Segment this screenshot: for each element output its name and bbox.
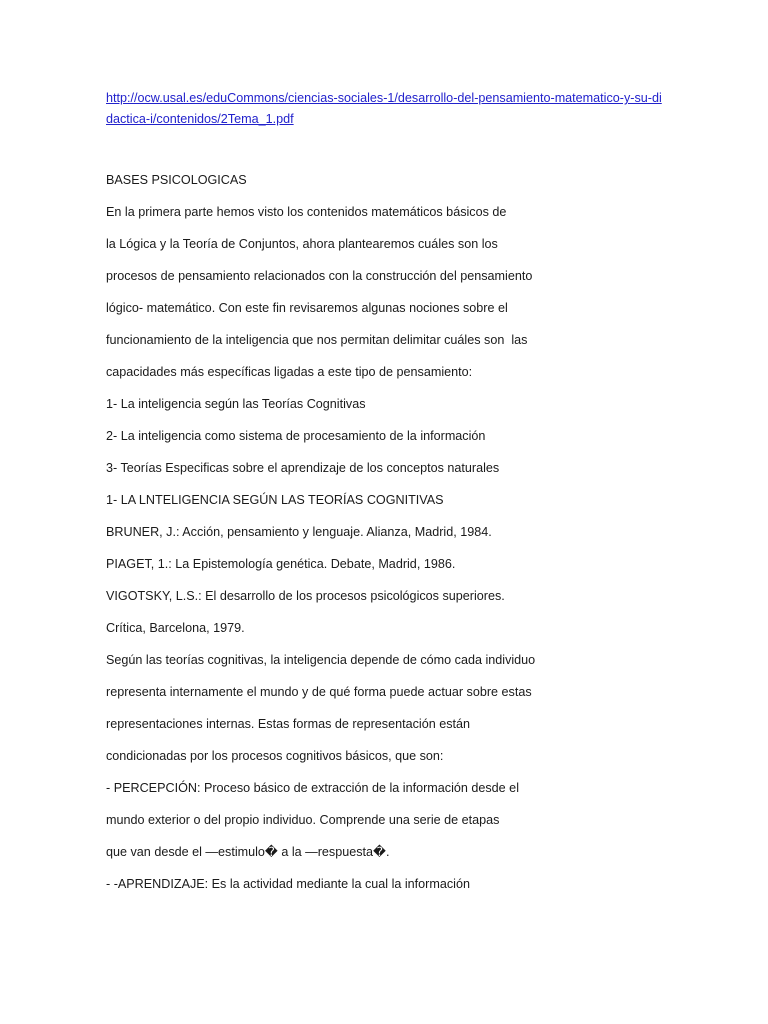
section-heading: BASES PSICOLOGICAS xyxy=(106,173,247,187)
text-line: - -APRENDIZAJE: Es la actividad mediante la cual la información xyxy=(106,877,470,891)
text-line: funcionamiento de la inteligencia que nos permitan delimitar cuáles son las xyxy=(106,333,528,347)
text-line: condicionadas por los procesos cognitivos básicos, que son: xyxy=(106,749,444,763)
list-item: 3- Teorías Especificas sobre el aprendizaje de los conceptos naturales xyxy=(106,461,500,475)
text-line: capacidades más específicas ligadas a este tipo de pensamiento: xyxy=(106,365,473,379)
reference-line: VIGOTSKY, L.S.: El desarrollo de los procesos psicológicos superiores. xyxy=(106,589,505,603)
text-line: lógico- matemático. Con este fin revisaremos algunas nociones sobre el xyxy=(106,301,508,315)
text-line: la Lógica y la Teoría de Conjuntos, ahora plantearemos cuáles son los xyxy=(106,237,498,251)
source-pdf-link[interactable]: http://ocw.usal.es/eduCommons/ciencias-sociales-1/desarrollo-del-pensamiento-matematico-y-su-didactica-i/contenidos/2Tema_1.pdf xyxy=(106,91,662,126)
text-line: procesos de pensamiento relacionados con la construcción del pensamiento xyxy=(106,269,533,283)
text-line: En la primera parte hemos visto los contenidos matemáticos básicos de xyxy=(106,205,507,219)
list-item: 1- La inteligencia según las Teorías Cognitivas xyxy=(106,397,366,411)
reference-line: PIAGET, 1.: La Epistemología genética. Debate, Madrid, 1986. xyxy=(106,557,456,571)
text-line: representa internamente el mundo y de qué forma puede actuar sobre estas xyxy=(106,685,532,699)
reference-line: Crítica, Barcelona, 1979. xyxy=(106,621,245,635)
reference-line: BRUNER, J.: Acción, pensamiento y lenguaje. Alianza, Madrid, 1984. xyxy=(106,525,492,539)
text-line: mundo exterior o del propio individuo. Comprende una serie de etapas xyxy=(106,813,500,827)
list-item: 2- La inteligencia como sistema de procesamiento de la información xyxy=(106,429,486,443)
text-line: Según las teorías cognitivas, la inteligencia depende de cómo cada individuo xyxy=(106,653,536,667)
text-line: que van desde el —estimulo� a la —respuesta�. xyxy=(106,845,390,859)
text-line: - PERCEPCIÓN: Proceso básico de extracción de la información desde el xyxy=(106,781,519,795)
text-line: representaciones internas. Estas formas de representación están xyxy=(106,717,471,731)
subsection-heading: 1- LA LNTELIGENCIA SEGÚN LAS TEORÍAS COGNITIVAS xyxy=(106,493,444,507)
